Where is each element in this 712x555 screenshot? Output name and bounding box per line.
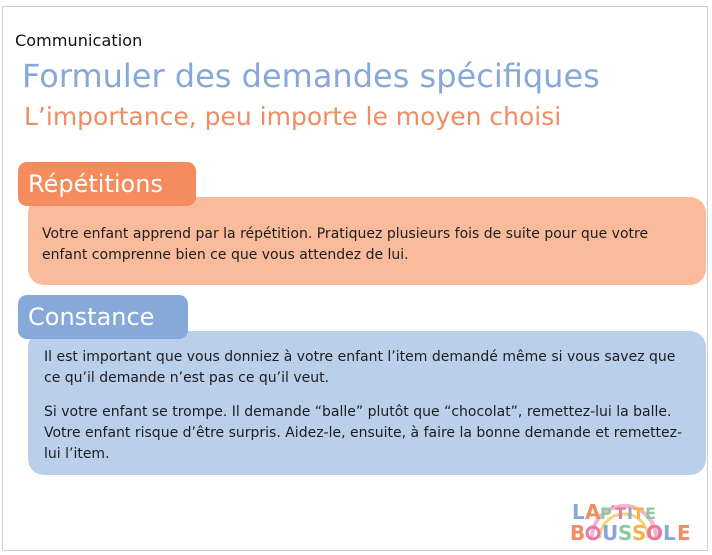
la-ptite-boussole-logo (566, 492, 706, 544)
svg-text:B: B (570, 521, 586, 544)
svg-text:’: ’ (611, 504, 615, 515)
constance-text-2: Si votre enfant se trompe. Il demande “balle” plutôt que “chocolat”, remettez-lui la balle. Votre enfant risque d’être surpris. Aidez-le, ensuite, à faire la bonne demande et remettez-lui l’item. (44, 404, 683, 462)
svg-text:U: U (602, 521, 619, 544)
svg-text:S: S (632, 521, 647, 544)
svg-text:O: O (646, 521, 664, 544)
page-subtitle: L’importance, peu importe le moyen choisi (24, 102, 562, 131)
svg-text:A: A (585, 500, 601, 524)
repetitions-text: Votre enfant apprend par la répétition. Pratiquez plusieurs fois de suite pour que votre enfant comprenne bien ce que vous attendez de lui. (42, 226, 649, 263)
svg-text:L: L (663, 521, 676, 544)
constance-tab: Constance (18, 295, 188, 339)
svg-text:T: T (633, 504, 644, 523)
page-title: Formuler des demandes spécifiques (22, 57, 600, 95)
category-label: Communication (15, 31, 143, 50)
svg-text:I: I (627, 504, 633, 523)
svg-text:S: S (618, 521, 633, 544)
repetitions-tab: Répétitions (18, 162, 196, 206)
svg-text:E: E (645, 504, 656, 523)
svg-text:P: P (600, 504, 612, 523)
svg-text:E: E (677, 521, 691, 544)
constance-text-1: Il est important que vous donniez à votre enfant l’item demandé même si vous savez que ce qu’il demande n’est pas ce qu’il veut. (44, 349, 676, 386)
svg-text:L: L (572, 500, 585, 524)
svg-text:T: T (615, 504, 626, 523)
